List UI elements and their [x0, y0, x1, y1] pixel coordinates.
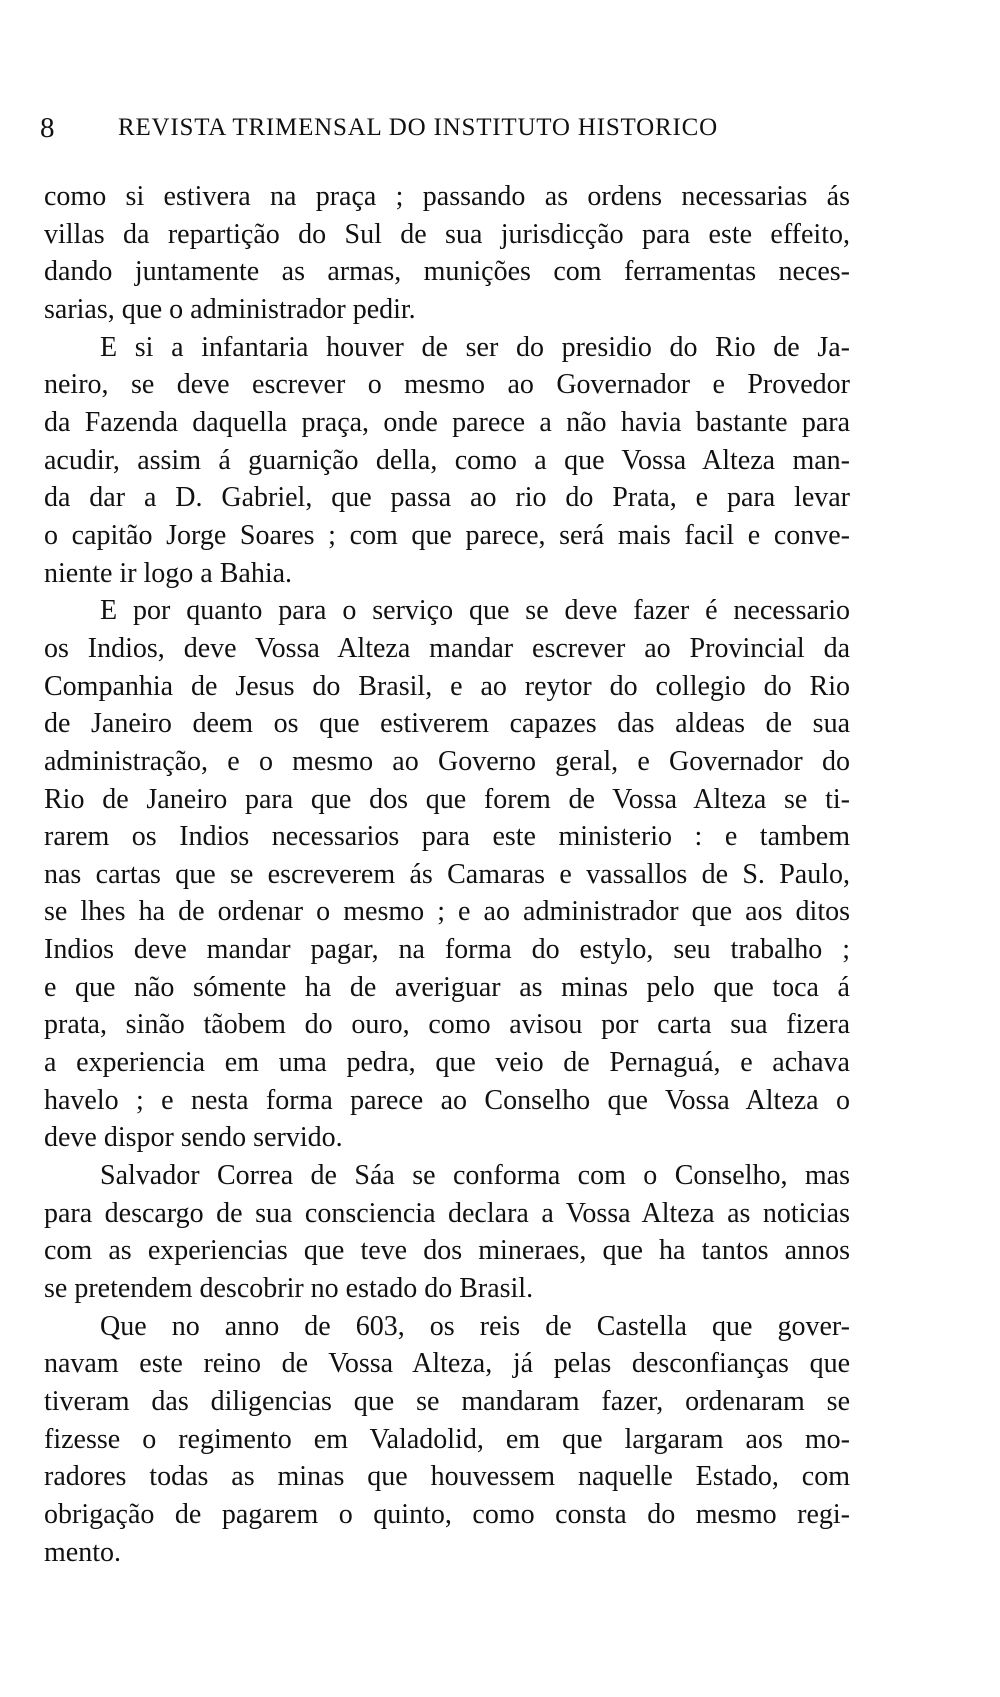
text-line: obrigação de pagarem o quinto, como consta do mesmo regi-: [44, 1498, 850, 1530]
text-line: Que no anno de 603, os reis de Castella que gover-: [100, 1310, 850, 1342]
text-line: a experiencia em uma pedra, que veio de Pernaguá, e achava: [44, 1047, 850, 1079]
text-line: como si estivera na praça ; passando as ordens necessarias ás: [44, 181, 850, 212]
text-line: para descargo de sua consciencia declara a Vossa Alteza as noticias: [44, 1197, 850, 1229]
text-line: o capitão Jorge Soares ; com que parece, será mais facil e conve-: [44, 519, 850, 551]
text-line: da dar a D. Gabriel, que passa ao rio do Prata, e para levar: [44, 482, 850, 514]
paragraph: [44, 329, 850, 593]
text-line: E por quanto para o serviço que se deve fazer é necessario: [100, 595, 850, 627]
text-line: acudir, assim á guarnição della, como a que Vossa Alteza man-: [44, 444, 850, 476]
text-line: se pretendem descobrir no estado do Brasil.: [44, 1273, 534, 1305]
text-line: deve dispor sendo servido.: [44, 1122, 343, 1154]
text-line: tiveram das diligencias que se mandaram fazer, ordenaram se: [44, 1386, 850, 1417]
paragraph: [44, 592, 850, 1157]
running-head: [40, 112, 860, 152]
text-line: de Janeiro deem os que estiverem capazes das aldeas de sua: [44, 708, 850, 740]
text-line: navam este reino de Vossa Alteza, já pelas desconfianças que: [44, 1348, 850, 1380]
text-line: nas cartas que se escreverem ás Camaras e vassallos de S. Paulo,: [44, 858, 850, 890]
text-line: E si a infantaria houver de ser do presidio do Rio de Ja-: [100, 331, 850, 363]
body-text: [44, 178, 850, 1571]
text-line: neiro, se deve escrever o mesmo ao Governador e Provedor: [44, 369, 850, 401]
text-line: Salvador Correa de Sáa se conforma com o Conselho, mas: [100, 1160, 850, 1192]
paragraph: [44, 178, 850, 329]
page-number: 8: [40, 112, 55, 144]
text-line: dando juntamente as armas, munições com ferramentas neces-: [44, 256, 850, 288]
paragraph: [44, 1308, 850, 1572]
text-line: mento.: [44, 1536, 121, 1568]
text-line: fizesse o regimento em Valadolid, em que largaram aos mo-: [44, 1423, 850, 1455]
text-line: e que não sómente ha de averiguar as minas pelo que toca á: [44, 971, 850, 1003]
text-line: da Fazenda daquella praça, onde parece a não havia bastante para: [44, 406, 850, 438]
text-line: prata, sinão tãobem do ouro, como avisou por carta sua fizera: [44, 1009, 850, 1041]
text-line: radores todas as minas que houvessem naquelle Estado, com: [44, 1461, 850, 1493]
text-line: administração, e o mesmo ao Governo geral, e Governador do: [44, 745, 850, 777]
text-line: Rio de Janeiro para que dos que forem de Vossa Alteza se ti-: [44, 783, 850, 815]
text-line: rarem os Indios necessarios para este ministerio : e tambem: [44, 821, 850, 853]
text-line: havelo ; e nesta forma parece ao Conselho que Vossa Alteza o: [44, 1084, 850, 1116]
journal-title: REVISTA TRIMENSAL DO INSTITUTO HISTORICO: [118, 114, 718, 141]
text-line: sarias, que o administrador pedir.: [44, 293, 416, 325]
text-line: villas da repartição do Sul de sua jurisdicção para este effeito,: [44, 218, 850, 250]
text-line: niente ir logo a Bahia.: [44, 557, 293, 589]
paragraph: [44, 1157, 850, 1308]
text-line: com as experiencias que teve dos mineraes, que ha tantos annos: [44, 1235, 850, 1267]
text-line: Companhia de Jesus do Brasil, e ao reytor do collegio do Rio: [44, 670, 850, 702]
text-line: se lhes ha de ordenar o mesmo ; e ao administrador que aos ditos: [44, 896, 850, 928]
text-line: os Indios, deve Vossa Alteza mandar escrever ao Provincial da: [44, 632, 850, 664]
text-line: Indios deve mandar pagar, na forma do estylo, seu trabalho ;: [44, 934, 850, 966]
